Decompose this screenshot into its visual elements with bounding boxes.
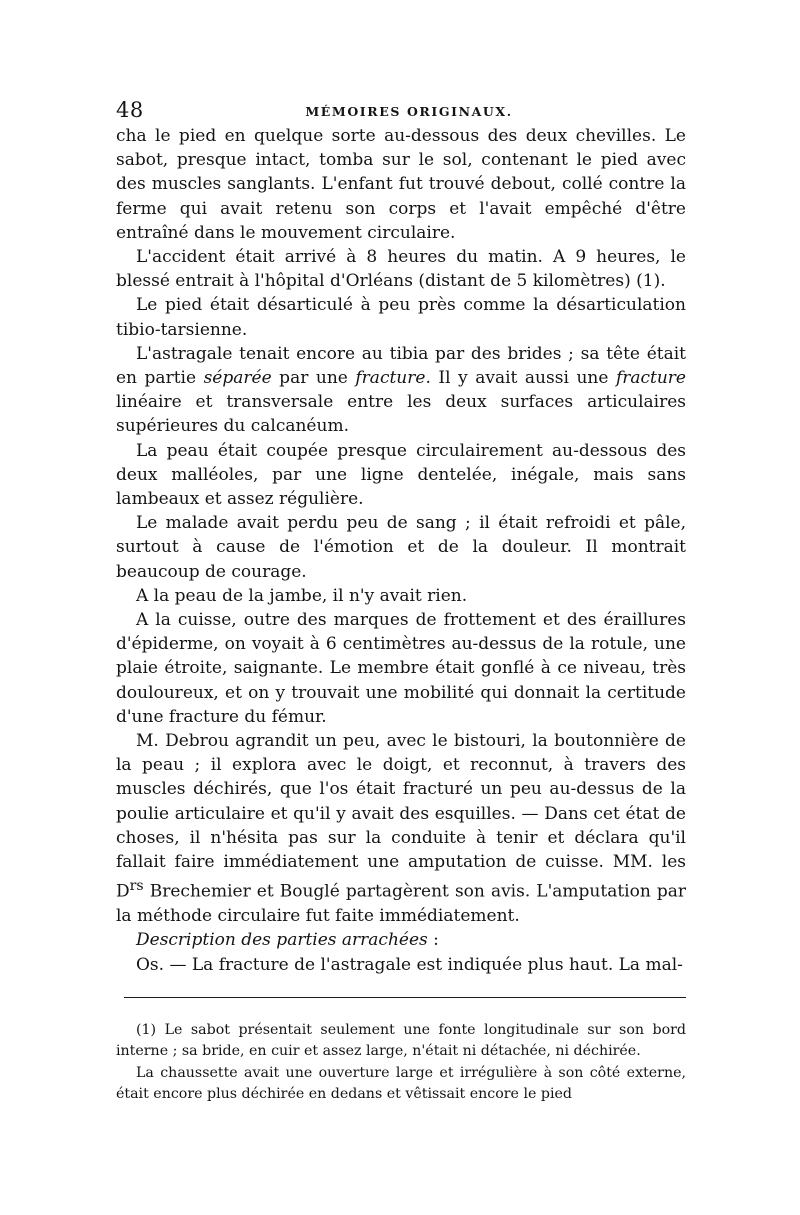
p4-text-d: linéaire et transversale entre les deux surfaces articulaires supérieures du calcanéum.: [116, 392, 686, 437]
p4-text-a: L'astragale tenait encore au tibia par des brides ; sa tête était en partie: [116, 343, 686, 389]
paragraph-10: [116, 928, 686, 952]
p9-superscript: rs: [129, 878, 144, 895]
p9-text-b: Brechemier et Bouglé partagèrent son avis. L'amputation par la méthode circulaire fut faite immédiatement.: [116, 881, 686, 927]
p4-text-b: par une: [271, 368, 356, 389]
section-heading-colon: :: [427, 930, 439, 951]
p9-text-a: M. Debrou agrandit un peu, avec le bistouri, la boutonnière de la peau ; il explora avec le doigt, et reconnut, à travers des muscles déchirés, que l'os était fracturé un peu au-dessus de la poulie articulaire et qu'il y avait des esquilles. — Dans cet état de choses, il n'hésita pas sur la conduite à tenir et déclara qu'il fallait faire immédiatement une amputation de cuisse. MM. les D: [116, 731, 686, 902]
paragraph-6: Le malade avait perdu peu de sang ; il était refroidi et pâle, surtout à cause de l'émotion et de la douleur. Il montrait beaucoup de courage.: [116, 513, 686, 582]
paragraph-5: La peau était coupée presque circulairement au-dessous des deux malléoles, par une ligne dentelée, inégale, mais sans lambeaux et assez régulière.: [116, 440, 686, 510]
paragraph-11: Os. — La fracture de l'astragale est indiquée plus haut. La mal-: [136, 954, 683, 975]
page-number: 48: [116, 98, 144, 122]
paragraph-3: Le pied était désarticulé à peu près comme la désarticulation tibio-tarsienne.: [116, 295, 686, 340]
paragraph-2: L'accident était arrivé à 8 heures du matin. A 9 heures, le blessé entrait à l'hôpital d'Orléans (distant de 5 kilomètres) (1).: [116, 247, 686, 292]
paragraph-8: A la cuisse, outre des marques de frottement et des éraillures d'épiderme, on voyait à 6 centimètres au-dessus de la rotule, une plaie étroite, saignante. Le membre était gonflé à ce niveau, très douloureux, et on y trouvait une mobilité qui donnait la certitude d'une fracture du fémur.: [116, 610, 686, 727]
p4-italic-2: fracture: [355, 368, 426, 389]
paragraph-1: cha le pied en quelque sorte au-dessous des deux chevilles. Le sabot, presque intact, tomba sur le sol, contenant le pied avec des muscles sanglants. L'enfant fut trouvé debout, collé contre la ferme qui avait retenu son corps et l'avait empêché d'être entraîné dans le mouvement circulaire.: [116, 126, 686, 243]
body-text: [116, 124, 686, 977]
footnote-2: La chaussette avait une ouverture large et irrégulière à son côté externe, était encore plus déchirée en dedans et vêtissait encore le pied: [116, 1064, 686, 1103]
paragraph-9: [116, 729, 686, 928]
paragraph-7: A la peau de la jambe, il n'y avait rien.: [136, 585, 468, 606]
p4-italic-3: fracture: [615, 368, 686, 389]
p4-italic-1: séparée: [203, 368, 272, 389]
p4-text-c: . Il y avait aussi une: [425, 368, 616, 389]
running-title: MÉMOIRES ORIGINAUX.: [305, 104, 513, 119]
footnote-rule: [124, 997, 686, 998]
page: [116, 90, 686, 1106]
footnote-1: (1) Le sabot présentait seulement une fonte longitudinale sur son bord interne ; sa bride, en cuir et assez large, n'était ni détachée, ni déchirée.: [116, 1021, 686, 1060]
section-heading-italic: Description des parties arrachées: [136, 930, 428, 951]
paragraph-4: [116, 342, 686, 439]
page-header: [116, 90, 686, 130]
footnotes: [116, 1020, 686, 1106]
